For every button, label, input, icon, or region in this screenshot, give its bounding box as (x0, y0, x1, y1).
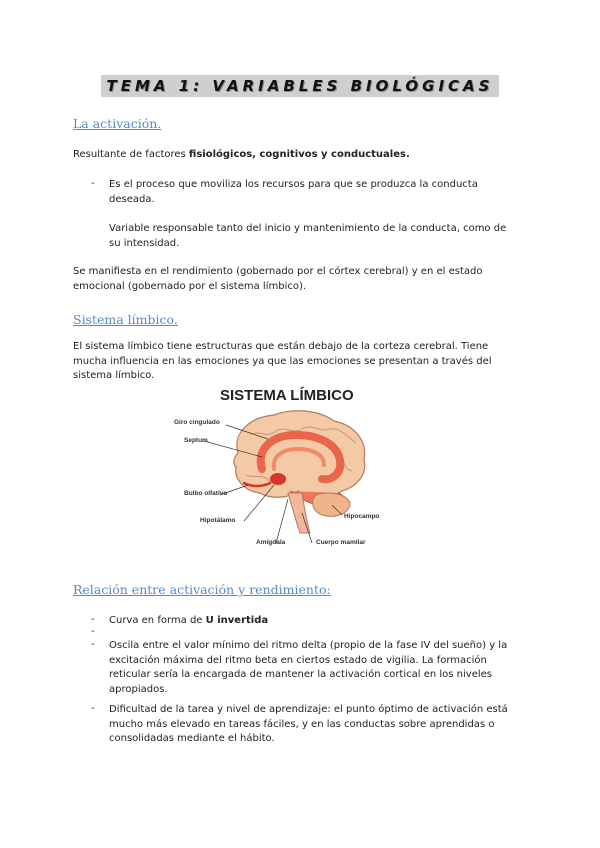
limbic-system-figure (170, 383, 410, 553)
bullet-dash: - (91, 639, 95, 650)
label-cuerpo-mamilar: Cuerpo mamilar (316, 539, 366, 546)
relacion-bullet-1-bold: U invertida (205, 615, 269, 626)
bullet-dash: - (91, 614, 95, 625)
activacion-intro-text: Resultante de factores (73, 149, 189, 160)
text-line: Variable responsable tanto del inicio y mantenimiento de la conducta, como de (109, 223, 507, 234)
relacion-bullet-4 (109, 703, 529, 747)
figure-title: SISTEMA LÍMBICO (220, 387, 354, 404)
page-title-container (0, 75, 600, 97)
text-line: Oscila entre el valor mínimo del ritmo delta (propio de la fase IV del sueño) y la (109, 640, 508, 651)
bullet-dash: - (91, 626, 95, 637)
label-bulbo-olfativo: Bulbo olfativo (184, 490, 228, 497)
text-line: Se manifiesta en el rendimiento (gobernado por el córtex cerebral) y en el estado (73, 266, 483, 277)
text-line: su intensidad. (109, 237, 180, 249)
hypothalamus-shape (270, 473, 286, 485)
text-line: Es el proceso que moviliza los recursos para que se produzca la conducta (109, 179, 478, 190)
activacion-intro (73, 148, 410, 163)
text-line: Dificultad de la tarea y nivel de aprendizaje: el punto óptimo de activación está (109, 704, 508, 715)
activacion-intro-bold: fisiológicos, cognitivos y conductuales. (188, 149, 410, 160)
label-septum: Septum (184, 437, 208, 444)
section-heading-relacion: Relación entre activación y rendimiento: (73, 582, 331, 597)
activacion-indent (109, 222, 529, 251)
label-giro-cingulado: Giro cingulado (174, 419, 220, 426)
brain-outline (234, 411, 365, 498)
limbico-paragraph (73, 340, 533, 384)
text-line: consolidadas mediante el hábito. (109, 733, 275, 744)
label-hipotalamo: Hipotálamo (200, 517, 236, 524)
bullet-dash: - (91, 703, 95, 714)
text-line: reticular sería la encargada de mantener la activación cortical en los niveles (109, 669, 492, 680)
text-line: El sistema límbico tiene estructuras que están debajo de la corteza cerebral. Tiene (73, 341, 489, 352)
label-hipocampo: Hipocampo (344, 513, 380, 520)
activacion-paragraph (73, 265, 533, 294)
bullet-dash: - (91, 178, 95, 189)
text-line: excitación máxima del ritmo beta en ciertos estado de vigilia. La formación (109, 654, 487, 666)
text-line: deseada. (109, 193, 155, 205)
relacion-bullet-1 (109, 614, 268, 629)
label-amigdala: Amígdala (256, 539, 286, 546)
activacion-bullet-1 (109, 178, 529, 207)
section-heading-limbico: Sistema límbico. (73, 312, 178, 327)
brain-illustration (170, 383, 410, 553)
text-line: sistema límbico. (73, 370, 155, 381)
text-line: mucha influencia en las emociones ya que las emociones se presentan a través del (73, 355, 492, 367)
text-line: emocional (gobernado por el sistema límbico). (73, 280, 307, 292)
page-title: TEMA 1: VARIABLES BIOLÓGICAS (101, 75, 500, 97)
text-line: apropiados. (109, 683, 168, 695)
text-line: mucho más elevado en tareas fáciles, y en las conductas sobre aprendidas o (109, 718, 495, 730)
relacion-bullet-3 (109, 639, 529, 697)
relacion-bullet-1-text: Curva en forma de (109, 615, 206, 626)
section-heading-activacion: La activación. (73, 116, 162, 131)
